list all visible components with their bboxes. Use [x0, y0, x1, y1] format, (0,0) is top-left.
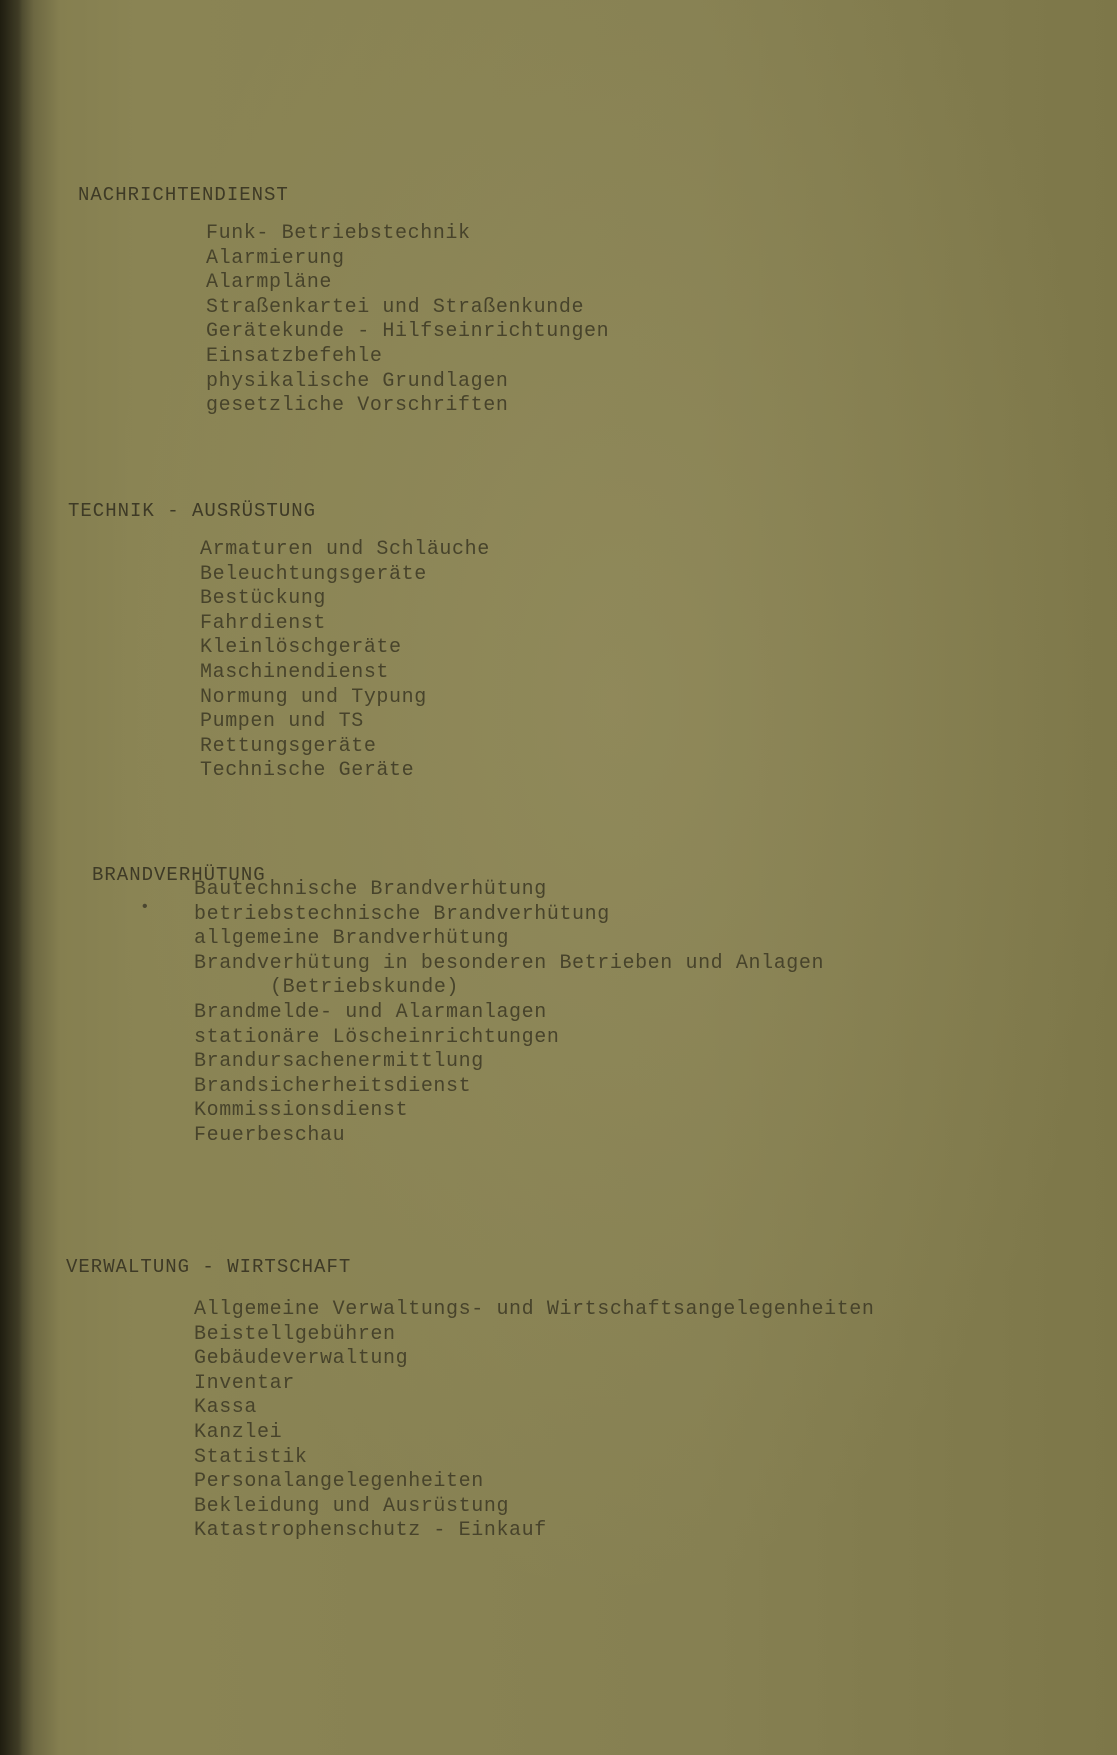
list-item: Alarmierung	[206, 246, 345, 270]
list-brandverhuetung	[194, 878, 824, 1149]
heading-technik-ausruestung: TECHNIK - AUSRÜSTUNG	[68, 500, 317, 522]
list-item: Brandverhütung in besonderen Betrieben und Anlagen	[194, 951, 825, 975]
list-item: Rettungsgeräte	[200, 734, 377, 758]
list-item: Katastrophenschutz - Einkauf	[194, 1519, 547, 1543]
list-item: betriebstechnische Brandverhütung	[194, 902, 610, 926]
list-item: physikalische Grundlagen	[206, 369, 509, 393]
stray-ink-mark: •	[140, 898, 150, 916]
list-item: Straßenkartei und Straßenkunde	[206, 295, 585, 319]
list-item: Allgemeine Verwaltungs- und Wirtschaftsangelegenheiten	[194, 1298, 875, 1321]
list-item: Feuerbeschau	[194, 1123, 346, 1147]
list-item: Kommissionsdienst	[194, 1099, 409, 1123]
list-item: Personalangelegenheiten	[194, 1470, 484, 1494]
list-item: Beleuchtungsgeräte	[200, 562, 427, 586]
list-item: Gebäudeverwaltung	[194, 1347, 409, 1371]
list-item: Gerätekunde - Hilfseinrichtungen	[206, 320, 610, 344]
list-item: Kanzlei	[194, 1420, 283, 1444]
list-technik-ausruestung	[200, 538, 490, 784]
list-item: Maschinendienst	[200, 660, 390, 684]
list-item: Brandursachenermittlung	[194, 1050, 484, 1074]
heading-brandverhuetung: BRANDVERHÜTUNG	[92, 864, 266, 886]
list-item: Einsatzbefehle	[206, 344, 383, 368]
list-item: Armaturen und Schläuche	[200, 538, 490, 561]
list-item: Inventar	[194, 1371, 295, 1395]
list-item: Funk- Betriebstechnik	[206, 222, 471, 245]
list-item: Kleinlöschgeräte	[200, 636, 402, 660]
list-item: Fahrdienst	[200, 611, 327, 635]
list-item: (Betriebskunde)	[270, 976, 460, 1000]
list-item: Pumpen und TS	[200, 710, 364, 734]
list-item: allgemeine Brandverhütung	[194, 927, 510, 951]
list-item: Brandsicherheitsdienst	[194, 1074, 472, 1098]
list-item: gesetzliche Vorschriften	[206, 394, 509, 418]
list-item: Technische Geräte	[200, 759, 415, 783]
list-item: Brandmelde- und Alarmanlagen	[194, 1000, 547, 1024]
list-item: Beistellgebühren	[194, 1322, 396, 1346]
list-verwaltung-wirtschaft	[194, 1298, 875, 1544]
list-item: Statistik	[194, 1445, 308, 1469]
list-item: Normung und Typung	[200, 685, 427, 709]
list-item: Kassa	[194, 1396, 258, 1420]
list-item: Alarmpläne	[206, 271, 333, 295]
list-item: Bekleidung und Ausrüstung	[194, 1494, 510, 1518]
heading-verwaltung-wirtschaft: VERWALTUNG - WIRTSCHAFT	[66, 1256, 352, 1278]
binding-edge	[0, 0, 22, 1755]
list-item: stationäre Löscheinrichtungen	[194, 1025, 560, 1049]
list-nachrichtendienst	[206, 222, 609, 419]
list-item: Bestückung	[200, 587, 327, 611]
heading-nachrichtendienst: NACHRICHTENDIENST	[78, 184, 289, 206]
list-item: Bautechnische Brandverhütung	[194, 878, 547, 901]
